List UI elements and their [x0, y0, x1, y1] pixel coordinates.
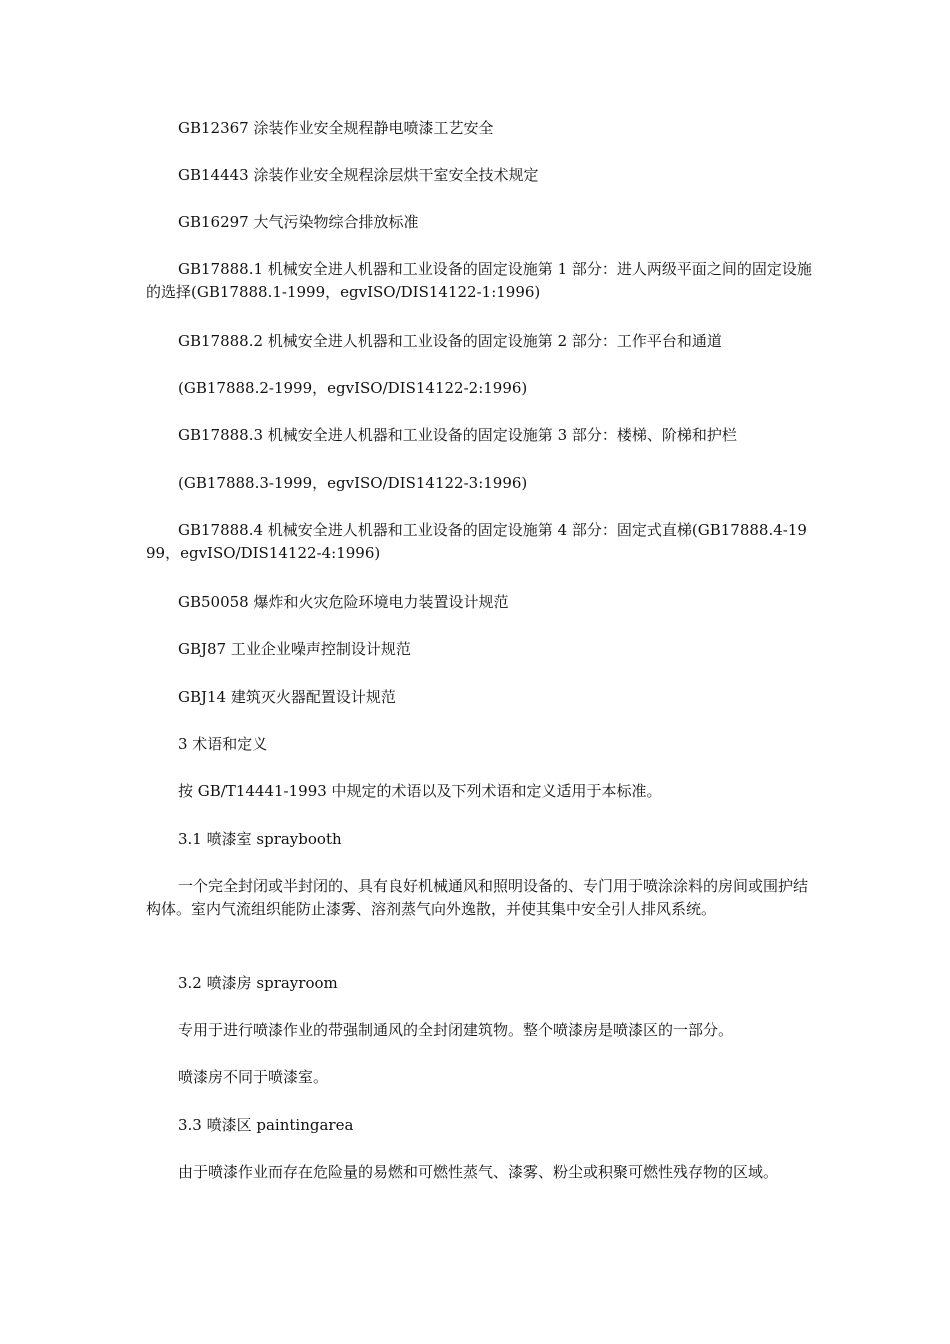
term-heading-paintingarea: 3.3 喷漆区 paintingarea — [178, 1116, 354, 1134]
standard-ref-gb50058: GB50058 爆炸和火灾危险环境电力装置设计规范 — [178, 593, 509, 611]
term-heading-sprayroom: 3.2 喷漆房 sprayroom — [178, 974, 338, 992]
standard-ref-gb17888-3: GB17888.3 机械安全进人机器和工业设备的固定设施第 3 部分：楼梯、阶梯和护栏 — [178, 426, 737, 444]
term-heading-spraybooth: 3.1 喷漆室 spraybooth — [178, 830, 342, 848]
term-note-sprayroom: 喷漆房不同于喷漆室。 — [178, 1068, 329, 1086]
terms-intro: 按 GB/T14441-1993 中规定的术语以及下列术语和定义适用于本标准。 — [178, 782, 662, 800]
term-definition-paintingarea: 由于喷漆作业而存在危险量的易燃和可燃性蒸气、漆雾、粉尘或积聚可燃性残存物的区域。 — [178, 1163, 779, 1181]
standard-ref-gbj14: GBJ14 建筑灭火器配置设计规范 — [178, 688, 396, 706]
standard-ref-gb17888-3-note: (GB17888.3-1999，egvISO/DIS14122-3:1996) — [178, 474, 528, 492]
standard-ref-gb17888-1: GB17888.1 机械安全进人机器和工业设备的固定设施第 1 部分：进人两级平面之间的固定设施的选择(GB17888.1-1999，egvISO/DIS14122-1:1996) — [146, 260, 812, 301]
section-heading-terms: 3 术语和定义 — [178, 735, 268, 753]
standard-ref-gbj87: GBJ87 工业企业噪声控制设计规范 — [178, 640, 411, 658]
standard-ref-gb12367: GB12367 涂装作业安全规程静电喷漆工艺安全 — [178, 119, 494, 137]
standard-ref-gb16297: GB16297 大气污染物综合排放标准 — [178, 213, 419, 231]
standard-ref-gb17888-2-note: (GB17888.2-1999，egvISO/DIS14122-2:1996) — [178, 379, 528, 397]
term-definition-spraybooth: 一个完全封闭或半封闭的、具有良好机械通风和照明设备的、专门用于喷涂涂料的房间或围护结构体。室内气流组织能防止漆雾、溶剂蒸气向外逸散，并使其集中安全引人排风系统。 — [146, 877, 809, 918]
standard-ref-gb17888-4: GB17888.4 机械安全进人机器和工业设备的固定设施第 4 部分：固定式直梯(GB17888.4-1999，egvISO/DIS14122-4:1996) — [146, 521, 807, 562]
term-definition-sprayroom: 专用于进行喷漆作业的带强制通风的全封闭建筑物。整个喷漆房是喷漆区的一部分。 — [178, 1021, 734, 1039]
standard-ref-gb14443: GB14443 涂装作业安全规程涂层烘干室安全技术规定 — [178, 166, 539, 184]
standard-ref-gb17888-2: GB17888.2 机械安全进人机器和工业设备的固定设施第 2 部分：工作平台和通道 — [178, 332, 722, 350]
